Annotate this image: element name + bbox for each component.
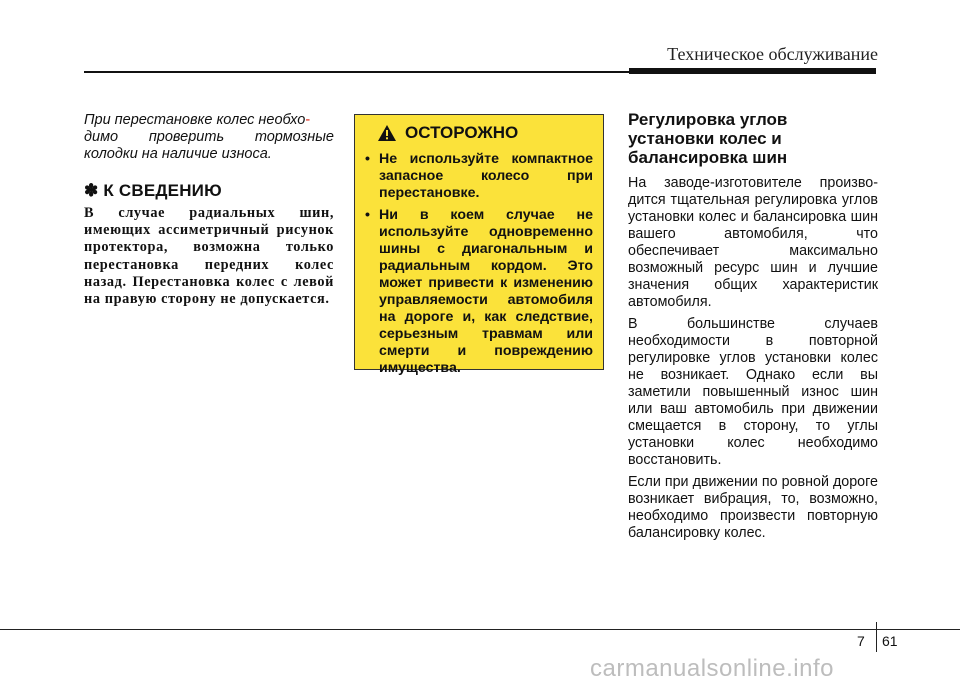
warning-box <box>354 114 604 376</box>
paragraph: Если при движении по ровной дороге возникает вибрация, то, возможно, необходимо произвести повторную балансировку колес. <box>628 474 878 541</box>
watermark: carmanualsonline.info <box>590 655 834 682</box>
page-header-title: Техническое обслуживание <box>667 44 878 64</box>
right-column <box>628 110 878 547</box>
intro-text-part1: При перестановке колес необхо <box>84 112 306 128</box>
chapter-number: 7 <box>857 633 865 649</box>
intro-hyphen: - <box>305 112 311 128</box>
section-title: Регулировка углов установки колес и балансировка шин <box>628 110 788 167</box>
warning-title-text: ОСТОРОЖНО <box>405 123 519 142</box>
warning-item: • Ни в коем случае не используйте одновременно шины с диагональным и радиальным кордом. Это может привести к изменению управляемости автомобиля на дороге и, как следствие, серьезным травмам или смерти и повреждению имущества. <box>365 207 593 377</box>
paragraph: В большинстве случаев необходимости в повторной регулировке углов установки колес не возникает. Однако если вы заметили повышенный износ шин или ваш автомобиль при движении смещается в сторону, то углы установки колес необходимо восстановить. <box>628 316 878 468</box>
intro-text <box>84 112 334 163</box>
header-rule-accent <box>629 68 876 74</box>
info-heading: ✽ К СВЕДЕНИЮ <box>84 181 222 200</box>
intro-text-part2: димо проверить тормозные колодки на наличие износа. <box>84 129 334 162</box>
warning-item: • Не используйте компактное запасное колесо при перестановке. <box>365 151 593 202</box>
warning-triangle-icon <box>377 124 397 142</box>
page-number: 61 <box>882 633 898 649</box>
footer-rule <box>0 629 960 630</box>
paragraph: На заводе-изготовителе произво-дится тщательная регулировка углов установки колес и балансировка шин вашего автомобиля, что обеспечивает максимально возможный ресурс шин и лучшие значения общих характеристик автомобиля. <box>628 175 878 310</box>
page-number-divider <box>876 622 877 652</box>
warning-title <box>377 123 593 143</box>
warning-list <box>365 151 593 377</box>
info-body: В случае радиальных шин, имеющих ассиметричный рисунок протектора, возможна только перестановка передних колес назад. Перестановка колес с левой на правую сторону не допускается. <box>84 205 334 308</box>
left-column <box>84 112 334 308</box>
header-rule <box>84 71 629 73</box>
